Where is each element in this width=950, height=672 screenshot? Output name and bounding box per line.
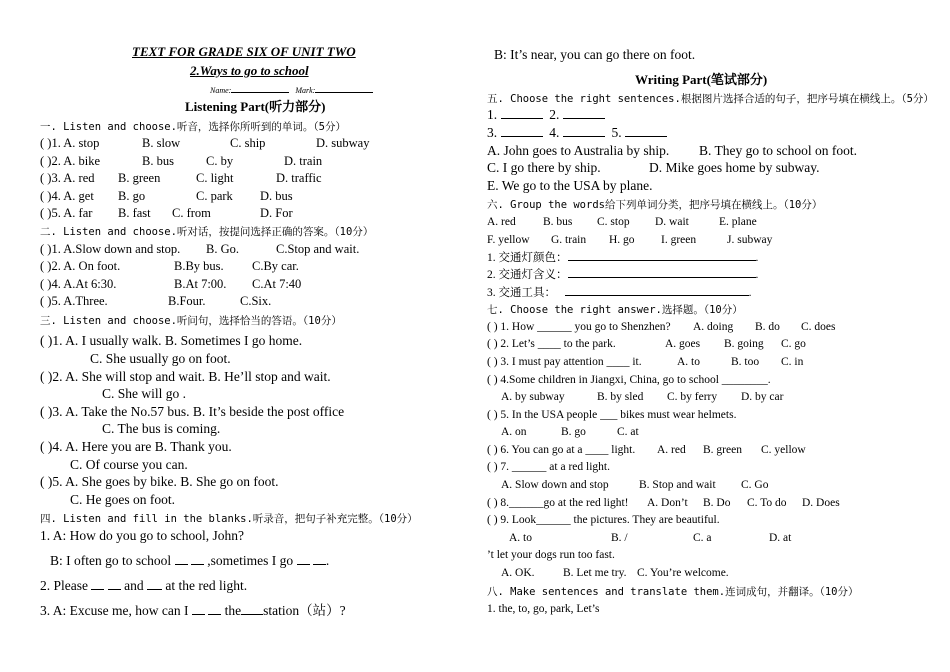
s3-instruction: 三. Listen and choose.听问句，选择恰当的答语。（10分） — [40, 315, 342, 327]
s1-row — [40, 153, 323, 169]
s7-q3 — [487, 354, 804, 370]
option: ( )5. A.Three. — [40, 294, 108, 308]
option: B. going — [724, 338, 764, 350]
question: ( ) 3. I must pay attention ____ it. — [487, 356, 642, 368]
fill-blank[interactable] — [208, 603, 221, 615]
fill-blank[interactable] — [192, 603, 205, 615]
option: ( )3. A. red — [40, 171, 95, 185]
option: D. traffic — [276, 171, 322, 185]
s7-q9-options — [509, 530, 792, 546]
option: D. Mike goes home by subway. — [649, 160, 820, 175]
option: D. bus — [260, 189, 293, 203]
fill-blank[interactable] — [241, 603, 263, 615]
s6-words-row1 — [487, 214, 757, 230]
option: B. green — [703, 444, 742, 456]
option: B. Let me try. — [563, 567, 627, 579]
option: C. Go — [741, 479, 769, 491]
option: A. to — [509, 532, 532, 544]
s7-q10-options — [501, 565, 729, 581]
text: 2. — [549, 107, 560, 122]
s1-row — [40, 205, 293, 221]
s7-q1 — [487, 319, 836, 335]
text: 4. — [549, 125, 560, 140]
s2-row — [40, 276, 302, 292]
text: 3. — [487, 125, 498, 140]
s1-row — [40, 188, 293, 204]
s3-line: ( )5. A. She goes by bike. B. She go on foot. — [40, 474, 279, 489]
option: ( )2. A. bike — [40, 154, 101, 168]
s7-instruction: 七. Choose the right answer.选择题。（10分） — [487, 304, 743, 316]
option: A. John goes to Australia by ship. — [487, 143, 670, 158]
option: C. yellow — [761, 444, 806, 456]
option: D. by car — [741, 391, 784, 403]
listening-heading: Listening Part(听力部分) — [185, 99, 326, 114]
option: C.At 7:40 — [252, 277, 302, 291]
s3-line: ( )1. A. I usually walk. B. Sometimes I go home. — [40, 333, 303, 348]
fill-blank[interactable] — [297, 553, 310, 565]
s1-row — [40, 135, 370, 151]
text: and — [124, 578, 144, 593]
text: . — [755, 269, 759, 281]
exam-title: TEXT FOR GRADE SIX OF UNIT TWO — [132, 44, 356, 59]
s7-q9: ( ) 9. Look______ the pictures. They are beautiful. — [487, 514, 720, 526]
fill-blank[interactable] — [501, 125, 543, 137]
fill-blank[interactable] — [108, 578, 121, 590]
s2-row — [40, 293, 272, 309]
option: B. fast — [118, 206, 151, 220]
s2-instruction: 二. Listen and choose.听对话，按提问选择正确的答案。（10分） — [40, 226, 374, 238]
continued-answer: B: It’s near, you can go there on foot. — [494, 47, 696, 62]
text: at the red light. — [165, 578, 248, 593]
text: 2. 交通灯含义： — [487, 269, 568, 281]
option: A. doing — [693, 321, 734, 333]
text: 1. — [487, 107, 498, 122]
text: . — [748, 287, 752, 299]
question: ( ) 6. You can go at a ____ light. — [487, 444, 636, 456]
s7-q5: ( ) 5. In the USA people ___ bikes must wear helmets. — [487, 409, 737, 421]
s5-blanks-row1 — [487, 107, 605, 123]
option: C. To do — [747, 497, 787, 509]
name-blank[interactable] — [231, 84, 289, 93]
s3-line: ( )4. A. Here you are B. Thank you. — [40, 439, 232, 454]
option: B.Four. — [168, 294, 206, 308]
option: C.Stop and wait. — [276, 242, 360, 256]
s7-q7: ( ) 7. ______ at a red light. — [487, 461, 610, 473]
fill-blank[interactable] — [568, 249, 756, 261]
fill-blank[interactable] — [565, 284, 749, 296]
s7-q2 — [487, 336, 806, 352]
option: D. at — [769, 532, 792, 544]
option: ( )1. A. stop — [40, 136, 100, 150]
fill-blank[interactable] — [625, 125, 667, 137]
fill-blank[interactable] — [563, 125, 605, 137]
question: ( ) 2. Let’s ____ to the park. — [487, 338, 616, 350]
s6-category-2 — [487, 266, 758, 283]
option: B. green — [118, 171, 161, 185]
word: B. bus — [543, 216, 573, 228]
s6-category-3 — [487, 284, 752, 301]
text: . — [755, 252, 759, 264]
option: ( )1. A.Slow down and stop. — [40, 242, 181, 256]
s5-options-ab — [487, 143, 857, 159]
s5-option-e: E. We go to the USA by plane. — [487, 178, 653, 193]
word: I. green — [661, 234, 697, 246]
text: . — [325, 553, 330, 568]
option: C.Six. — [240, 294, 272, 308]
s7-q5-options — [501, 424, 639, 440]
s7-q8 — [487, 495, 840, 511]
option: ( )4. A.At 6:30. — [40, 277, 117, 291]
s3-line: C. The bus is coming. — [102, 421, 221, 436]
option: D. subway — [316, 136, 370, 150]
fill-blank[interactable] — [568, 266, 756, 278]
s2-row — [40, 241, 360, 257]
option: D. train — [284, 154, 323, 168]
s3-line: C. She usually go on foot. — [90, 351, 231, 366]
word: D. wait — [655, 216, 689, 228]
option: C. from — [172, 206, 211, 220]
name-mark-line — [210, 83, 373, 99]
word: E. plane — [719, 216, 757, 228]
option: A. Don’t — [647, 497, 688, 509]
s4-q1b — [50, 553, 329, 569]
s5-options-cd — [487, 160, 820, 176]
s8-instruction: 八. Make sentences and translate them.连词成句，并翻译。（10分） — [487, 586, 859, 598]
text: ,sometimes I go — [207, 553, 294, 568]
s4-instruction: 四. Listen and fill in the blanks.听录音，把句子补充完整。（10分） — [40, 513, 418, 525]
option: C. I go there by ship. — [487, 160, 601, 175]
s6-words-row2 — [487, 232, 773, 248]
s6-instruction: 六. Group the words给下列单词分类，把序号填在横线上。（10分） — [487, 199, 823, 211]
text: 3. 交通工具： — [487, 287, 556, 299]
s3-line: C. He goes on foot. — [70, 492, 175, 507]
option: B. do — [755, 321, 780, 333]
fill-blank[interactable] — [147, 578, 162, 590]
s4-q1a: 1. A: How do you go to school, John? — [40, 528, 244, 543]
option: A. on — [501, 426, 527, 438]
text: 1. 交通灯颜色： — [487, 252, 568, 264]
text: 2. Please — [40, 578, 88, 593]
s1-row — [40, 170, 322, 186]
option: C. You’re welcome. — [637, 567, 729, 579]
option: ( )2. A. On foot. — [40, 259, 121, 273]
option: C. ship — [230, 136, 266, 150]
option: C. park — [196, 189, 233, 203]
option: B. Go. — [206, 242, 239, 256]
option: D. For — [260, 206, 293, 220]
fill-blank[interactable] — [563, 107, 605, 119]
question: ( ) 1. How ______ you go to Shenzhen? — [487, 321, 671, 333]
option: C. at — [617, 426, 639, 438]
option: C. does — [801, 321, 836, 333]
word: H. go — [609, 234, 635, 246]
option: B. Do — [703, 497, 731, 509]
option: B. too — [731, 356, 760, 368]
fill-blank[interactable] — [501, 107, 543, 119]
option: B. / — [611, 532, 628, 544]
option: B.By bus. — [174, 259, 224, 273]
option: C. a — [693, 532, 712, 544]
option: B.At 7:00. — [174, 277, 227, 291]
s6-category-1 — [487, 249, 758, 266]
option: A. red — [657, 444, 686, 456]
text: B: I often go to school — [50, 553, 172, 568]
word: C. stop — [597, 216, 630, 228]
fill-blank[interactable] — [191, 553, 204, 565]
text: station（站）? — [263, 603, 346, 618]
text: 5. — [611, 125, 622, 140]
option: B. They go to school on foot. — [699, 143, 857, 158]
fill-blank[interactable] — [313, 553, 326, 565]
question: ( ) 8.______go at the red light! — [487, 497, 629, 509]
option: A. Slow down and stop — [501, 479, 609, 491]
word: F. yellow — [487, 234, 530, 246]
word: A. red — [487, 216, 516, 228]
option: C. go — [781, 338, 806, 350]
s3-line: ( )3. A. Take the No.57 bus. B. It’s beside the post office — [40, 404, 345, 419]
writing-heading: Writing Part(笔试部分) — [635, 72, 768, 87]
option: ( )4. A. get — [40, 189, 94, 203]
option: C. in — [781, 356, 804, 368]
word: J. subway — [727, 234, 773, 246]
option: B. bus — [142, 154, 174, 168]
mark-label: Mark: — [295, 86, 316, 95]
option: A. OK. — [501, 567, 535, 579]
option: B. go — [561, 426, 586, 438]
s7-q4-options — [501, 389, 784, 405]
s7-q4: ( ) 4.Some children in Jiangxi, China, go to school ________. — [487, 374, 771, 386]
s7-q10: ’t let your dogs run too fast. — [487, 549, 615, 561]
name-label: Name: — [210, 86, 232, 95]
option: A. to — [677, 356, 700, 368]
word: G. train — [551, 234, 587, 246]
text: the — [224, 603, 242, 618]
s2-row — [40, 258, 299, 274]
option: A. by subway — [501, 391, 565, 403]
option: ( )5. A. far — [40, 206, 93, 220]
option: C.By car. — [252, 259, 299, 273]
option: A. goes — [665, 338, 701, 350]
text: 3. A: Excuse me, how can I — [40, 603, 189, 618]
option: B. go — [118, 189, 146, 203]
option: B. slow — [142, 136, 181, 150]
s4-q3 — [40, 603, 346, 619]
s3-line: C. Of course you can. — [70, 457, 188, 472]
s7-q7-options — [501, 477, 769, 493]
option: C. by ferry — [667, 391, 718, 403]
option: B. Stop and wait — [639, 479, 716, 491]
s7-q6 — [487, 442, 806, 458]
option: B. by sled — [597, 391, 644, 403]
option: C. light — [196, 171, 234, 185]
option: D. Does — [802, 497, 840, 509]
exam-subtitle: 2.Ways to go to school — [190, 63, 309, 78]
fill-blank[interactable] — [91, 578, 104, 590]
s1-instruction: 一. Listen and choose.听音，选择你所听到的单词。（5分） — [40, 121, 347, 133]
s5-instruction: 五. Choose the right sentences.根据图片选择合适的句子，把序号填在横线上。（5分） — [487, 93, 934, 105]
s4-q2 — [40, 578, 247, 594]
s3-line: ( )2. A. She will stop and wait. B. He’ll stop and wait. — [40, 369, 331, 384]
s3-line: C. She will go . — [102, 386, 187, 401]
option: C. by — [206, 154, 234, 168]
fill-blank[interactable] — [175, 553, 188, 565]
mark-blank[interactable] — [315, 84, 373, 93]
s8-q1: 1. the, to, go, park, Let’s — [487, 603, 600, 615]
s5-blanks-row2 — [487, 125, 667, 141]
